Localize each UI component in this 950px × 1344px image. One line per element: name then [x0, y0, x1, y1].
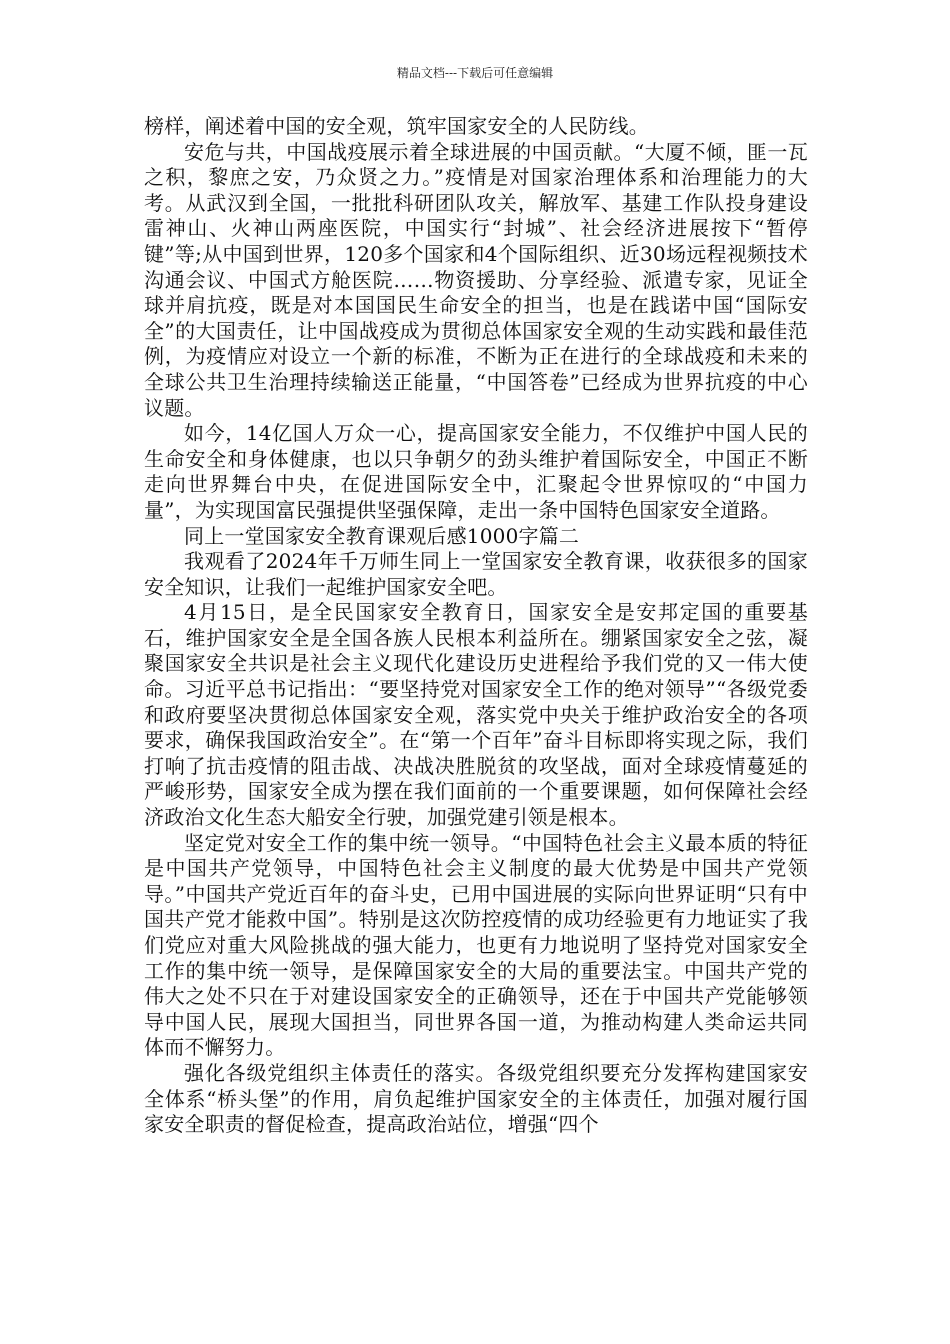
- paragraph-global-contribution: 安危与共，中国战疫展示着全球进展的中国贡献。“大厦不倾，匪一瓦之积，黎庶之安，乃众贤之力。”疫情是对国家治理体系和治理能力的大考。从武汉到全国，一批批科研团队攻关，解放军、基建工作队投身建设雷神山、火神山两座医院，中国实行“封城”、社会经济进展按下“暂停键”等;从中国到世界，120多个国家和4个国际组织、近30场远程视频技术沟通会议、中国式方舱医院……物资援助、分享经验、派遣专家，见证全球并肩抗疫，既是对本国国民生命安全的担当，也是在践诺中国“国际安全”的大国责任，让中国战疫成为贯彻总体国家安全观的生动实践和最佳范例，为疫情应对设立一个新的标准，不断为正在进行的全球战疫和未来的全球公共卫生治理持续输送正能量，“中国答卷”已经成为世界抗疫的中心议题。: [144, 139, 808, 420]
- document-body: [144, 114, 808, 1138]
- paragraph-intro: 我观看了2024年千万师生同上一堂国家安全教育课，收获很多的国家安全知识，让我们一起维护国家安全吧。: [144, 549, 808, 599]
- paragraph-april-15: 4月15日，是全民国家安全教育日，国家安全是安邦定国的重要基石，维护国家安全是全国各族人民根本利益所在。绷紧国家安全之弦，凝聚国家安全共识是社会主义现代化建设历史进程给予我们党的又一伟大使命。习近平总书记指出：“要坚持党对国家安全工作的绝对领导”“各级党委和政府要坚决贯彻总体国家安全观，落实党中央关于维护政治安全的各项要求，确保我国政治安全”。在“第一个百年”奋斗目标即将实现之际，我们打响了抗击疫情的阻击战、决战决胜脱贫的攻坚战，面对全球疫情蔓延的严峻形势，国家安全成为摆在我们面前的一个重要课题，如何保障社会经济政治文化生态大船安全行驶，加强党建引领是根本。: [144, 600, 808, 830]
- paragraph-continuation: 榜样，阐述着中国的安全观，筑牢国家安全的人民防线。: [144, 114, 649, 138]
- paragraph-party-leadership: 坚定党对安全工作的集中统一领导。“中国特色社会主义最本质的特征是中国共产党领导，中国特色社会主义制度的最大优势是中国共产党领导。”中国共产党近百年的奋斗史，已用中国进展的实际向世界证明“只有中国共产党才能救中国”。特别是这次防控疫情的成功经验更有力地证实了我们党应对重大风险挑战的强大能力，也更有力地说明了坚持党对国家安全工作的集中统一领导，是保障国家安全的大局的重要法宝。中国共产党的伟大之处不只在于对建设国家安全的正确领导，还在于中国共产党能够领导中国人民，展现大国担当，同世界各国一道，为推动构建人类命运共同体而不懈努力。: [144, 830, 808, 1060]
- paragraph-national-unity: 如今，14亿国人万众一心，提高国家安全能力，不仅维护中国人民的生命安全和身体健康，也以只争朝夕的劲头维护着国际安全，中国正不断走向世界舞台中央，在促进国际安全中，汇聚起令世界惊叹的“中国力量”，为实现国富民强提供坚强保障，走出一条中国特色国家安全道路。: [144, 421, 808, 522]
- paragraph-responsibility: 强化各级党组织主体责任的落实。各级党组织要充分发挥构建国家安全体系“桥头堡”的作用，肩负起维护国家安全的主体责任，加强对履行国家安全职责的督促检查，提高政治站位，增强“四个: [144, 1060, 808, 1137]
- section-title: 同上一堂国家安全教育课观后感1000字篇二: [184, 523, 580, 548]
- page-header: 精品文档---下载后可任意编辑: [396, 66, 554, 80]
